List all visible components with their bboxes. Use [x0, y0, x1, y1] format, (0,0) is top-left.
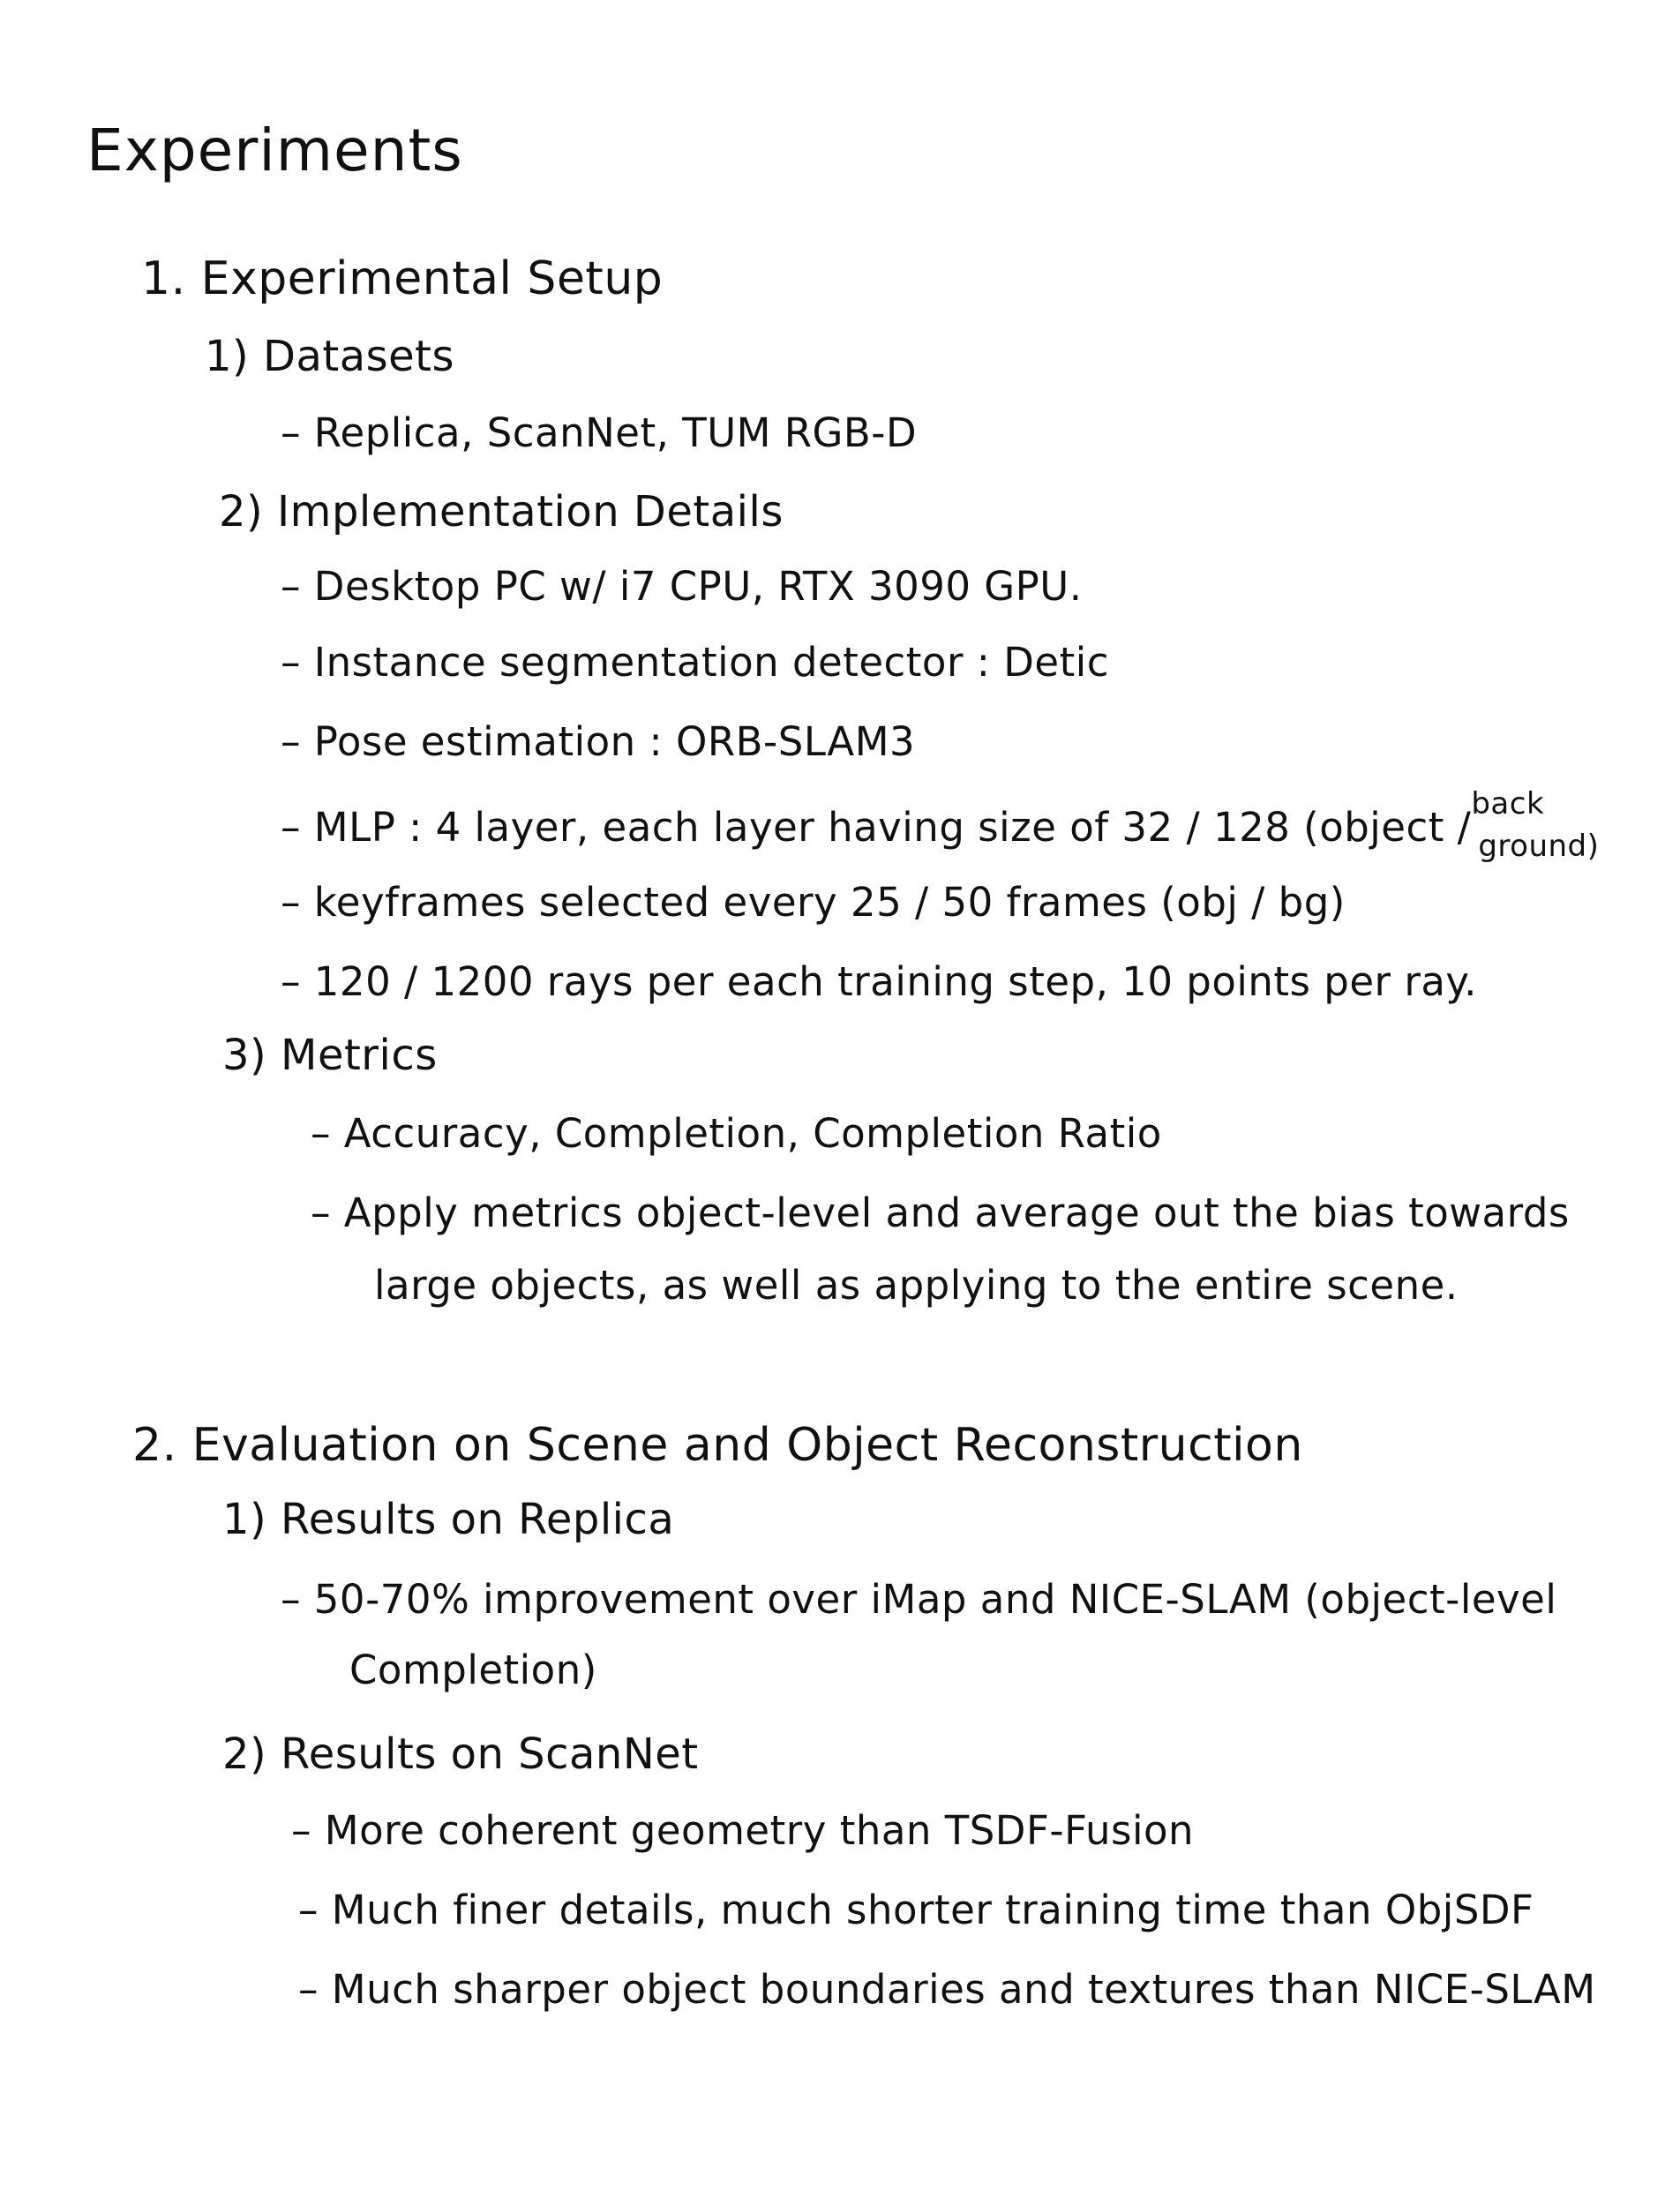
fraction-bottom: ground)	[1478, 829, 1600, 864]
bullet-keyframes: – keyframes selected every 25 / 50 frames (obj / bg)	[281, 879, 1346, 926]
bullet-scannet-geometry: – More coherent geometry than TSDF-Fusion	[291, 1807, 1195, 1854]
section-heading-evaluation: 2. Evaluation on Scene and Object Reconstruction	[132, 1419, 1303, 1472]
bullet-mlp	[281, 786, 1600, 864]
subsection-heading-results-replica: 1) Results on Replica	[222, 1495, 675, 1544]
bullet-pose-estimation: – Pose estimation : ORB-SLAM3	[281, 718, 916, 765]
subsection-heading-datasets: 1) Datasets	[205, 332, 454, 381]
bullet-hardware: – Desktop PC w/ i7 CPU, RTX 3090 GPU.	[281, 563, 1083, 610]
bullet-replica-continuation: Completion)	[349, 1647, 597, 1693]
subsection-heading-implementation-details: 2) Implementation Details	[219, 487, 784, 536]
fraction-top: back	[1471, 786, 1545, 822]
bullet-mlp-text: – MLP : 4 layer, each layer having size of 32 / 128 (object /	[281, 804, 1472, 851]
bullet-datasets: – Replica, ScanNet, TUM RGB-D	[281, 409, 918, 456]
bullet-scannet-boundaries: – Much sharper object boundaries and textures than NICE-SLAM	[298, 1966, 1596, 2013]
bullet-detector: – Instance segmentation detector : Detic	[281, 639, 1109, 686]
bullet-scannet-details: – Much finer details, much shorter training time than ObjSDF	[298, 1887, 1534, 1933]
subsection-heading-metrics: 3) Metrics	[222, 1031, 438, 1080]
bullet-rays: – 120 / 1200 rays per each training step, 10 points per ray.	[281, 958, 1477, 1005]
bullet-metrics-continuation: large objects, as well as applying to the entire scene.	[374, 1262, 1459, 1309]
page-title: Experiments	[86, 116, 463, 184]
background-fraction	[1471, 786, 1600, 864]
bullet-metrics-list: – Accuracy, Completion, Completion Ratio	[311, 1110, 1162, 1157]
section-heading-experimental-setup: 1. Experimental Setup	[141, 252, 664, 305]
subsection-heading-results-scannet: 2) Results on ScanNet	[222, 1730, 699, 1779]
bullet-replica-improvement: – 50-70% improvement over iMap and NICE-SLAM (object-level	[281, 1576, 1557, 1623]
bullet-metrics-object-level: – Apply metrics object-level and average out the bias towards	[311, 1189, 1570, 1236]
